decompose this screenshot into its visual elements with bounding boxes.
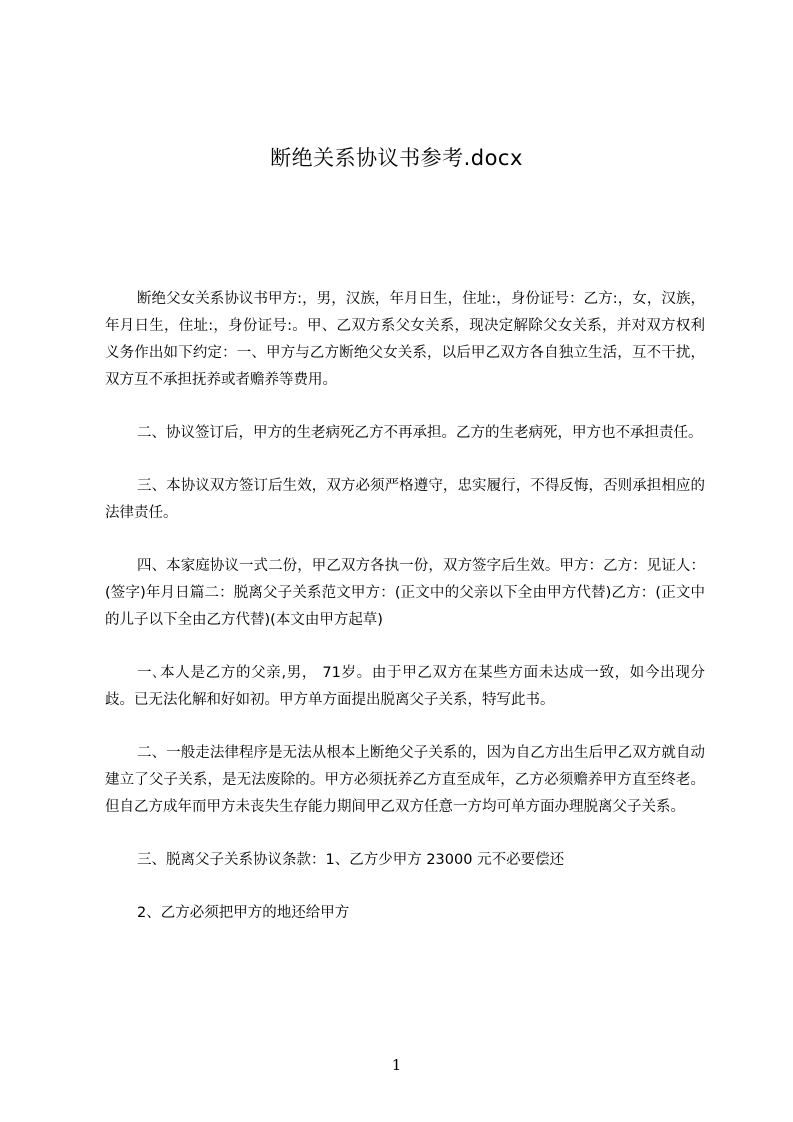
document-body <box>105 286 705 953</box>
page-number: 1 <box>391 1056 402 1074</box>
paragraph-5: 一､本人是乙方的父亲,男， 71岁。由于甲乙双方在某些方面未达成一致，如今出现分歧。已无法化解和好如初。甲方单方面提出脱离父子关系，特写此书。 <box>105 665 705 708</box>
paragraph-1: 断绝父女关系协议书甲方:，男，汉族，年月日生，住址:，身份证号：乙方:，女，汉族，年月日生，住址:，身份证号:。甲、乙双方系父女关系，现决定解除父女关系，并对双方权利义务作出如下约定：一、甲方与乙方断绝父女关系，以后甲乙双方各自独立生活，互不干扰，双方互不承担抚养或者赡养等费用。 <box>105 291 705 388</box>
paragraph-2: 二、协议签订后，甲方的生老病死乙方不再承担。乙方的生老病死，甲方也不承担责任。 <box>137 425 703 441</box>
paragraph-7: 三、脱离父子关系协议条款：1、乙方少甲方 23000 元不必要偿还 <box>137 852 565 868</box>
document-title: 断绝关系协议书参考.docx <box>270 146 523 170</box>
paragraph-4: 四、本家庭协议一式二份，甲乙双方各执一份，双方签字后生效。甲方：乙方：见证人：(签字)年月日篇二：脱离父子关系范文甲方：(正文中的父亲以下全由甲方代替)乙方：(正文中的儿子以下全由乙方代替)(本文由甲方起草) <box>105 558 705 628</box>
paragraph-6: 二、一般走法律程序是无法从根本上断绝父子关系的，因为自乙方出生后甲乙双方就自动建立了父子关系，是无法废除的。甲方必须抚养乙方直至成年，乙方必须赡养甲方直至终老。但自乙方成年而甲方未丧失生存能力期间甲乙双方任意一方均可单方面办理脱离父子关系。 <box>105 745 705 815</box>
paragraph-3: 三、本协议双方签订后生效，双方必须严格遵守，忠实履行，不得反悔，否则承担相应的法律责任。 <box>105 478 705 521</box>
paragraph-8: 2、乙方必须把甲方的地还给甲方 <box>137 905 350 921</box>
